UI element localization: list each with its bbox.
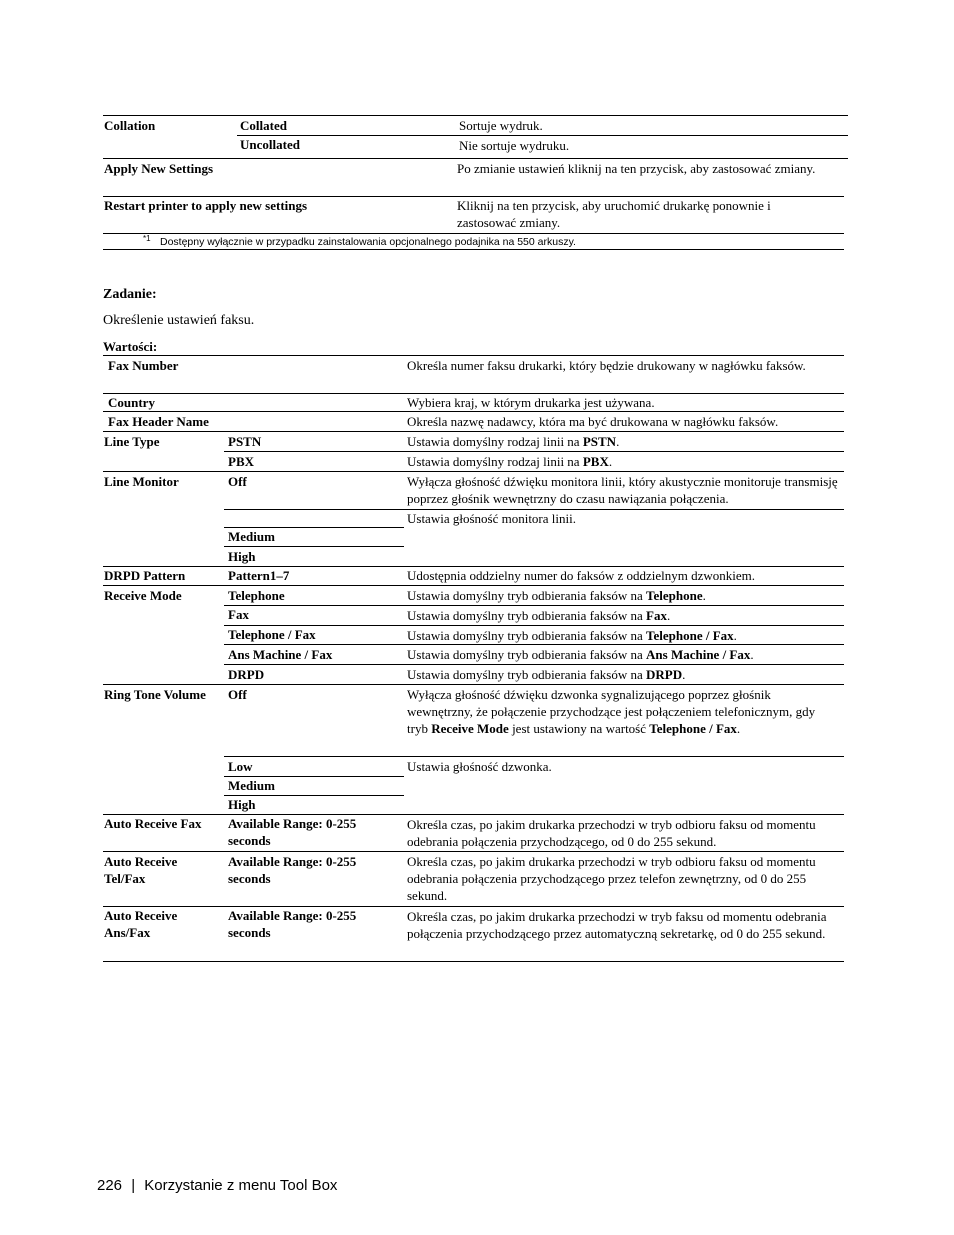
line-type-label: Line Type — [104, 434, 160, 449]
values-heading: Wartości: — [103, 339, 158, 354]
drpd-pattern-label: DRPD Pattern — [104, 568, 186, 583]
ring-tone-off: Off — [228, 687, 247, 702]
auto-receive-telfax-desc: Określa czas, po jakim drukarka przechodzi w tryb odbioru faksu od momentu odebrania połączenia przychodzącego przez telefon zewnętrzny, od 0 do 255 sekund. — [407, 854, 816, 903]
receive-mode-label: Receive Mode — [104, 588, 182, 603]
receive-mode-option: Telephone — [228, 588, 285, 603]
line-monitor-off-desc: Wyłącza głośność dźwięku monitora linii, który akustycznie monitoruje transmisję poprzez głośnik wewnętrzny do czasu nawiązania połączenia. — [407, 474, 838, 506]
auto-receive-ansfax-label: Auto Receive Ans/Fax — [104, 908, 178, 940]
receive-mode-option: DRPD — [228, 667, 265, 682]
collated-desc: Sortuje wydruk. — [459, 118, 543, 133]
receive-mode-option: Ans Machine / Fax — [228, 647, 333, 662]
uncollated-option: Uncollated — [240, 137, 300, 152]
auto-receive-fax-range: Available Range: 0-255 seconds — [228, 816, 357, 848]
auto-receive-fax-label: Auto Receive Fax — [104, 816, 202, 831]
pbx-desc: Ustawia domyślny rodzaj linii na PBX. — [407, 454, 613, 469]
receive-mode-desc: Ustawia domyślny tryb odbierania faksów na DRPD. — [407, 667, 686, 682]
restart-printer-desc: Kliknij na ten przycisk, aby uruchomić drukarkę ponownie i zastosować zmiany. — [457, 198, 771, 230]
task-heading: Zadanie: — [103, 287, 157, 302]
receive-mode-desc: Ustawia domyślny tryb odbierania faksów na Ans Machine / Fax. — [407, 647, 754, 662]
line-monitor-label: Line Monitor — [104, 474, 179, 489]
ring-tone-medium: Medium — [228, 778, 275, 793]
line-monitor-high: High — [228, 549, 256, 564]
fax-header-label: Fax Header Name — [108, 414, 209, 429]
ring-tone-high: High — [228, 797, 256, 812]
footer-separator: | — [131, 1177, 136, 1194]
receive-mode-desc: Ustawia domyślny tryb odbierania faksów na Fax. — [407, 608, 671, 623]
country-label: Country — [108, 395, 155, 410]
collated-option: Collated — [240, 118, 287, 133]
fax-number-desc: Określa numer faksu drukarki, który będzie drukowany w nagłówku faksów. — [407, 358, 806, 373]
pbx-option: PBX — [228, 454, 254, 469]
auto-receive-fax-desc: Określa czas, po jakim drukarka przechodzi w tryb odbioru faksu od momentu odebrania połączenia przychodzącego, od 0 do 255 sekund. — [407, 817, 816, 849]
fax-number-label: Fax Number — [108, 358, 179, 373]
receive-mode-option: Telephone / Fax — [228, 627, 316, 642]
ring-tone-label: Ring Tone Volume — [104, 687, 206, 702]
task-text: Określenie ustawień faksu. — [103, 313, 255, 328]
ring-tone-off-desc: Wyłącza głośność dźwięku dzwonka sygnalizującego poprzez głośnik wewnętrzny, że połączenie przychodzące jest połączeniem telefonicznym, gdy tryb Receive Mode jest ustawiony na wartość Telephone / Fax. — [407, 687, 816, 736]
fax-header-desc: Określa nazwę nadawcy, która ma być drukowana w nagłówku faksów. — [407, 414, 779, 429]
pstn-desc: Ustawia domyślny rodzaj linii na PSTN. — [407, 434, 620, 449]
page-footer — [97, 1177, 337, 1194]
line-monitor-off: Off — [228, 474, 247, 489]
uncollated-desc: Nie sortuje wydruku. — [459, 138, 570, 153]
apply-settings-label: Apply New Settings — [104, 161, 214, 176]
restart-printer-label: Restart printer to apply new settings — [104, 198, 308, 213]
pstn-option: PSTN — [228, 434, 262, 449]
receive-mode-desc: Ustawia domyślny tryb odbierania faksów na Telephone / Fax. — [407, 628, 737, 643]
country-desc: Wybiera kraj, w którym drukarka jest używana. — [407, 395, 655, 410]
drpd-pattern-desc: Udostępnia oddzielny numer do faksów z oddzielnym dzwonkiem. — [407, 568, 756, 583]
line-monitor-level-desc: Ustawia głośność monitora linii. — [407, 511, 576, 526]
auto-receive-telfax-range: Available Range: 0-255 seconds — [228, 854, 357, 886]
auto-receive-telfax-label: Auto Receive Tel/Fax — [104, 854, 178, 886]
footnote-mark: *1 — [143, 234, 151, 243]
ring-tone-level-desc: Ustawia głośność dzwonka. — [407, 759, 552, 774]
footnote-text: Dostępny wyłącznie w przypadku zainstalowania opcjonalnego podajnika na 550 arkuszy. — [160, 236, 576, 248]
auto-receive-ansfax-desc: Określa czas, po jakim drukarka przechodzi w tryb faksu od momentu odebrania połączenia przychodzącego przez automatyczną sekretarkę, od 0 do 255 sekund. — [407, 909, 827, 941]
receive-mode-desc: Ustawia domyślny tryb odbierania faksów na Telephone. — [407, 588, 706, 603]
line-monitor-medium: Medium — [228, 529, 275, 544]
auto-receive-ansfax-range: Available Range: 0-255 seconds — [228, 908, 357, 940]
apply-settings-desc: Po zmianie ustawień kliknij na ten przycisk, aby zastosować zmiany. — [457, 161, 816, 176]
ring-tone-low: Low — [228, 759, 253, 774]
drpd-pattern-option: Pattern1–7 — [228, 568, 290, 583]
receive-mode-option: Fax — [228, 607, 249, 622]
footer-section-title: Korzystanie z menu Tool Box — [144, 1177, 338, 1194]
page-number: 226 — [97, 1177, 123, 1194]
collation-label: Collation — [104, 118, 156, 133]
